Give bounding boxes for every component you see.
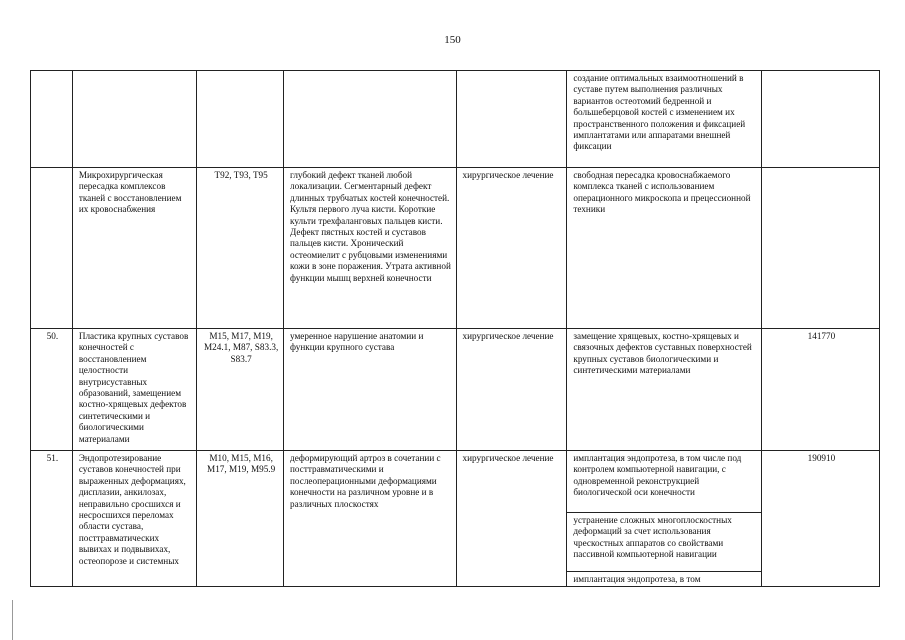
icd-codes-cell: T92, T93, T95	[197, 168, 284, 329]
row-number	[31, 168, 73, 329]
price-cell	[761, 71, 879, 168]
care-type-cell	[72, 71, 196, 168]
treatment-method-cell: имплантация эндопротеза, в том числе под контролем компьютерной навигации, с одновременной реконструкцией биологической оси конечности	[567, 451, 761, 513]
table-row	[31, 329, 880, 451]
icd-codes-cell: M10, M15, M16, M17, M19, M95.9	[197, 451, 284, 587]
medical-care-table	[30, 70, 880, 587]
treatment-method-cell: создание оптимальных взаимоотношений в суставе путем выполнения различных вариантов остеотомий бедренной и большеберцовой костей с изменением их пространственного положения и фиксацией имплантатами или аппаратами внешней фиксации	[567, 71, 761, 168]
care-type-cell: Микрохирургическая пересадка комплексов тканей с восстановлением их кровоснабжения	[72, 168, 196, 329]
treatment-type-cell	[456, 71, 567, 168]
treatment-method-cell: устранение сложных многоплоскостных деформаций за счет использования чрескостных аппаратов со свойствами пассивной компьютерной навигации	[567, 513, 761, 572]
icd-codes-cell: M15, M17, M19, M24.1, M87, S83.3, S83.7	[197, 329, 284, 451]
treatment-method-cell: свободная пересадка кровоснабжаемого комплекса тканей с использованием операционного микроскопа и прецессионной техники	[567, 168, 761, 329]
table-row	[31, 451, 880, 513]
row-number	[31, 71, 73, 168]
patient-model-cell	[284, 71, 457, 168]
patient-model-cell: глубокий дефект тканей любой локализации. Сегментарный дефект длинных трубчатых костей конечностей. Культя первого луча кисти. Короткие культи трехфаланговых пальцев кисти. Дефект пястных костей и суставов пальцев кисти. Хронический остеомиелит с рубцовыми изменениями кожи в зоне поражения. Утрата активной функции мышц верхней конечности	[284, 168, 457, 329]
table-row	[31, 168, 880, 329]
icd-codes-cell	[197, 71, 284, 168]
treatment-type-cell: хирургическое лечение	[456, 168, 567, 329]
treatment-type-cell: хирургическое лечение	[456, 451, 567, 587]
row-number: 51.	[31, 451, 73, 587]
price-cell	[761, 168, 879, 329]
row-number: 50.	[31, 329, 73, 451]
treatment-method-cell: имплантация эндопротеза, в том	[567, 572, 761, 587]
price-cell: 141770	[761, 329, 879, 451]
care-type-cell: Пластика крупных суставов конечностей с восстановлением целостности внутрисуставных образований, замещением костно-хрящевых дефектов синтетическими и биологическими материалами	[72, 329, 196, 451]
patient-model-cell: деформирующий артроз в сочетании с посттравматическими и послеоперационными деформациями конечности на различном уровне и в различных плоскостях	[284, 451, 457, 587]
scan-artifact-line	[12, 600, 13, 640]
table-row	[31, 71, 880, 168]
care-type-cell: Эндопротезирование суставов конечностей при выраженных деформациях, дисплазии, анкилозах, неправильно сросшихся и несросшихся переломах области сустава, посттравматических вывихах и подвывихах, остеопорозе и системных	[72, 451, 196, 587]
page-number: 150	[444, 34, 461, 46]
treatment-type-cell: хирургическое лечение	[456, 329, 567, 451]
patient-model-cell: умеренное нарушение анатомии и функции крупного сустава	[284, 329, 457, 451]
price-cell: 190910	[761, 451, 879, 587]
treatment-method-cell: замещение хрящевых, костно-хрящевых и связочных дефектов суставных поверхностей крупных суставов биологическими и синтетическими материалами	[567, 329, 761, 451]
